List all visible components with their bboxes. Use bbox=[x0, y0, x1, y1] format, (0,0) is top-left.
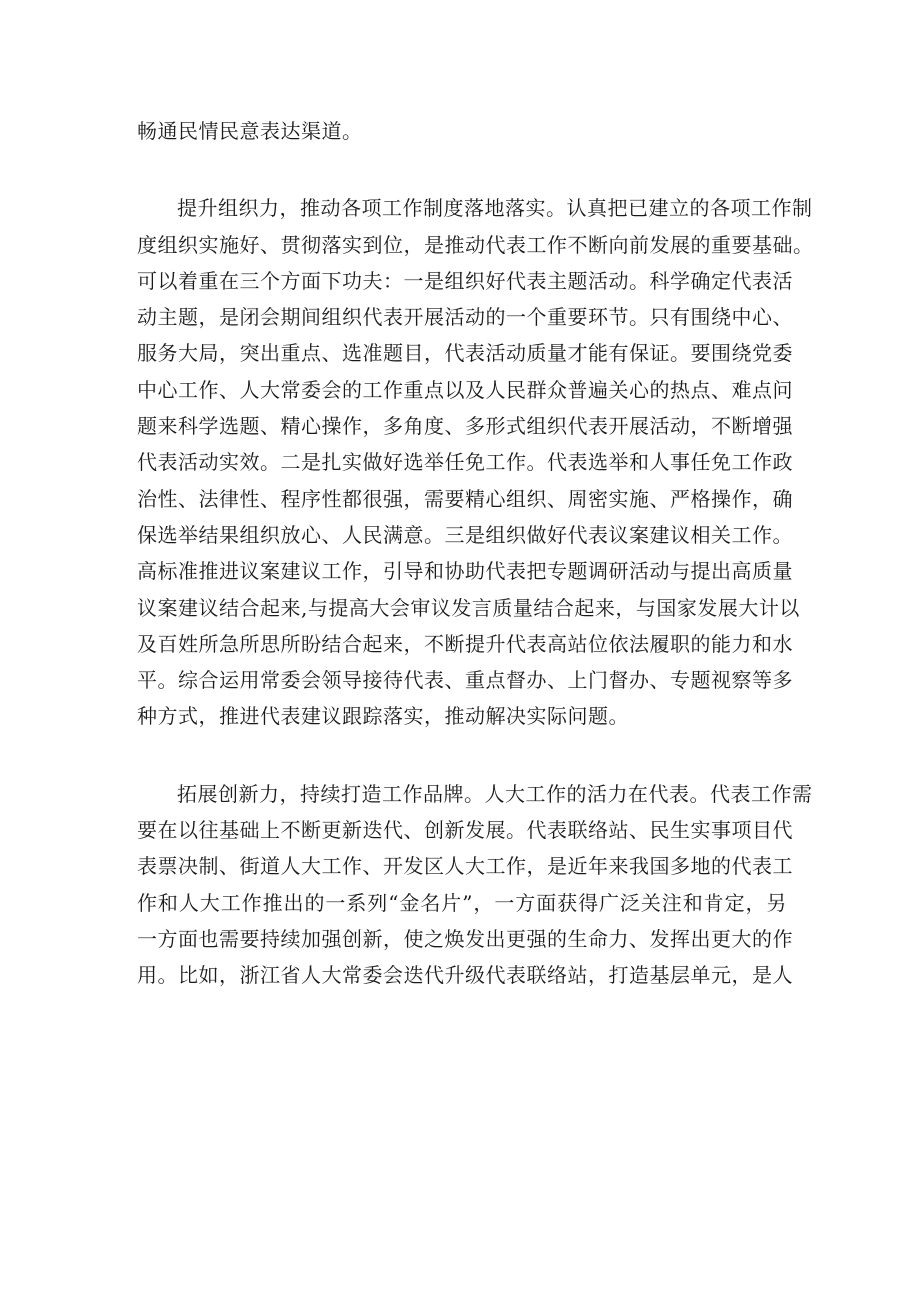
paragraph-3 bbox=[137, 776, 813, 994]
paragraph-line: 表票决制、街道人大工作、开发区人大工作，是近年来我国多地的代表工 bbox=[137, 854, 793, 879]
paragraph-line: 治性、法律性、程序性都很强，需要精心组织、周密实施、严格操作，确 bbox=[137, 486, 793, 511]
paragraph-line: 度组织实施好、贯彻落实到位，是推动代表工作不断向前发展的重要基础。 bbox=[137, 232, 814, 257]
paragraph-1 bbox=[137, 113, 787, 149]
paragraph-line: 高标准推进议案建议工作，引导和协助代表把专题调研活动与提出高质量 bbox=[137, 559, 793, 584]
paragraph-2 bbox=[137, 190, 814, 734]
paragraph-line: 要在以往基础上不断更新迭代、创新发展。代表联络站、民生实事项目代 bbox=[137, 818, 793, 843]
paragraph-line: 动主题，是闭会期间组织代表开展活动的一个重要环节。只有围绕中心、 bbox=[137, 305, 793, 330]
paragraph-line: 一方面也需要持续加强创新，使之焕发出更强的生命力、发挥出更大的作 bbox=[137, 926, 793, 951]
paragraph-line: 服务大局，突出重点、选准题目，代表活动质量才能有保证。要围绕党委 bbox=[137, 341, 793, 366]
document-body bbox=[137, 113, 814, 994]
paragraph-line: 种方式，推进代表建议跟踪落实，推动解决实际问题。 bbox=[137, 704, 629, 729]
paragraph-line: 保选举结果组织放心、人民满意。三是组织做好代表议案建议相关工作。 bbox=[137, 522, 793, 547]
paragraph-line: 可以着重在三个方面下功夫：一是组织好代表主题活动。科学确定代表活 bbox=[137, 268, 793, 293]
paragraph-line: 作和人大工作推出的一系列“金名片”，一方面获得广泛关注和肯定，另 bbox=[137, 890, 787, 915]
paragraph-line: 议案建议结合起来,与提高大会审议发言质量结合起来，与国家发展大计以 bbox=[137, 595, 800, 620]
paragraph-line: 畅通民情民意表达渠道。 bbox=[137, 119, 363, 143]
paragraph-line: 题来科学选题、精心操作，多角度、多形式组织代表开展活动，不断增强 bbox=[137, 414, 793, 439]
paragraph-line: 提升组织力，推动各项工作制度落地落实。认真把已建立的各项工作制 bbox=[177, 196, 813, 221]
paragraph-line: 用。比如，浙江省人大常委会迭代升级代表联络站，打造基层单元，是人 bbox=[137, 963, 793, 988]
paragraph-line: 及百姓所急所思所盼结合起来，不断提升代表高站位依法履职的能力和水 bbox=[137, 631, 793, 656]
paragraph-line: 中心工作、人大常委会的工作重点以及人民群众普遍关心的热点、难点问 bbox=[137, 377, 793, 402]
paragraph-line: 平。综合运用常委会领导接待代表、重点督办、上门督办、专题视察等多 bbox=[137, 668, 793, 693]
paragraph-line: 代表活动实效。二是扎实做好选举任免工作。代表选举和人事任免工作政 bbox=[137, 450, 793, 475]
paragraph-line: 拓展创新力，持续打造工作品牌。人大工作的活力在代表。代表工作需 bbox=[177, 781, 813, 806]
